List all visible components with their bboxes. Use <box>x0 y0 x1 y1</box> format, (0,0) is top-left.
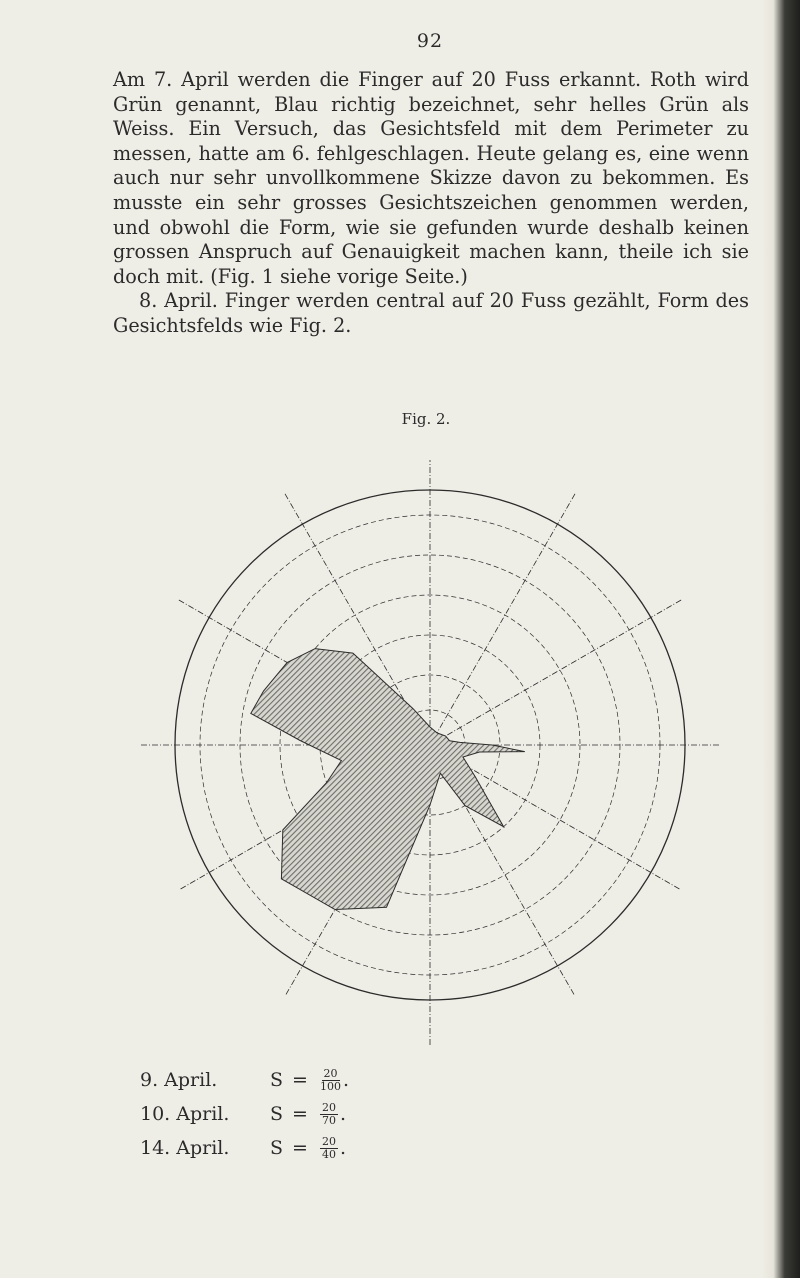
fraction-numerator: 20 <box>323 1066 338 1080</box>
acuity-note <box>140 1063 349 1097</box>
note-date: 10. April. <box>140 1103 230 1125</box>
visual-field-shape <box>251 649 525 910</box>
note-s-label: S <box>270 1137 284 1159</box>
note-equals: = <box>292 1069 308 1091</box>
figure-caption: Fig. 2. <box>401 410 451 428</box>
note-fraction <box>320 1136 338 1161</box>
acuity-note <box>140 1097 349 1131</box>
body-text <box>113 68 749 339</box>
note-date: 9. April. <box>140 1069 218 1091</box>
note-equals: = <box>292 1103 308 1125</box>
page-edge-shadow <box>762 0 800 1278</box>
acuity-notes <box>140 1063 349 1165</box>
note-equals: = <box>292 1137 308 1159</box>
note-s-label: S <box>270 1069 284 1091</box>
paragraph-2: 8. April. Finger werden central auf 20 Fuss gezählt, Form des Gesichtsfelds wie Fig. 2. <box>113 289 749 337</box>
note-fraction <box>320 1068 341 1093</box>
fraction-denominator: 70 <box>322 1113 336 1127</box>
fraction-denominator: 100 <box>320 1079 341 1093</box>
visual-field-perimeter-chart <box>140 460 720 1050</box>
acuity-note <box>140 1131 349 1165</box>
note-period: . <box>340 1103 347 1125</box>
note-fraction <box>320 1102 338 1127</box>
fraction-numerator: 20 <box>322 1100 336 1114</box>
note-period: . <box>343 1069 350 1091</box>
paragraph-1: Am 7. April werden die Finger auf 20 Fuss erkannt. Roth wird Grün genannt, Blau richtig bezeichnet, sehr helles Grün als Weiss. Ein Versuch, das Gesichtsfeld mit dem Perimeter zu messen, hatte am 6. fehlgeschlagen. Heute gelang es, eine wenn auch nur sehr unvollkommene Skizze davon zu bekommen. Es musste ein sehr grosses Gesichtszeichen genommen werden, und obwohl die Form, wie sie gefunden wurde deshalb keinen grossen Anspruch auf Genauigkeit machen kann, theile ich sie doch mit. (Fig. 1 siehe vorige Seite.) <box>113 68 749 288</box>
fraction-numerator: 20 <box>322 1134 336 1148</box>
note-period: . <box>340 1137 347 1159</box>
note-date: 14. April. <box>140 1137 230 1159</box>
fraction-denominator: 40 <box>322 1147 336 1161</box>
page-number: 92 <box>416 30 444 52</box>
note-s-label: S <box>270 1103 284 1125</box>
